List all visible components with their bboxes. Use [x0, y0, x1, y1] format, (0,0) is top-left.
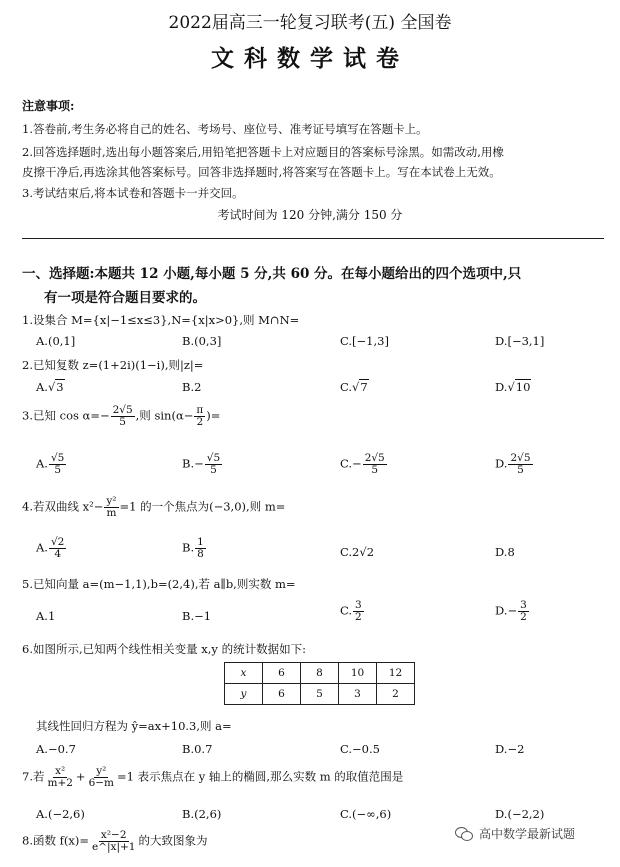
plus-sign: +: [75, 769, 86, 784]
question-1-stem: 1.设集合 M={x|−1≤x≤3},N={x|x>0},则 M∩N=: [22, 313, 300, 327]
fraction: [353, 600, 364, 623]
q4-option-d[interactable]: D.8: [495, 545, 515, 559]
table-cell: y: [225, 684, 263, 705]
q7-option-d[interactable]: D.(−2,2): [495, 807, 545, 821]
numerator: x²: [55, 765, 66, 777]
denominator: 5: [517, 464, 524, 477]
question-3-stem: [22, 405, 220, 428]
option-label: C.: [340, 603, 353, 618]
table-cell: 3: [339, 684, 377, 705]
q4-option-b[interactable]: [182, 537, 207, 560]
watermark: [455, 825, 575, 842]
numerator: √2: [50, 536, 65, 548]
section-heading: 一、选择题:本题共 12 小题,每小题 5 分,共 60 分。在每小题给出的四个选项中,只: [22, 266, 522, 282]
denominator: m+2: [47, 777, 73, 790]
stem-text: 3.已知 cos α=−: [22, 408, 110, 423]
fraction: [45, 766, 74, 789]
q1-option-c[interactable]: C.[−1,3]: [340, 334, 389, 348]
numerator: π: [196, 404, 204, 416]
q6-option-b[interactable]: B.0.7: [182, 742, 213, 756]
denominator: 2: [196, 416, 204, 429]
section-heading-cont: 有一项是符合题目要求的。: [44, 290, 206, 306]
q7-option-b[interactable]: B.(2,6): [182, 807, 222, 821]
question-5-stem: 5.已知向量 a=(m−1,1),b=(2,4),若 a∥b,则实数 m=: [22, 577, 296, 591]
table-cell: 8: [301, 663, 339, 684]
table-cell: 6: [263, 684, 301, 705]
q4-option-c[interactable]: C.2√2: [340, 545, 375, 559]
q1-option-b[interactable]: B.(0,3]: [182, 334, 222, 348]
q1-option-a[interactable]: A.(0,1]: [36, 334, 76, 348]
option-label: D.: [495, 380, 508, 394]
option-label: D.: [495, 456, 508, 471]
stem-text: 的大致图象为: [138, 833, 208, 848]
fraction: [87, 766, 116, 789]
notice-heading: 注意事项:: [22, 99, 75, 113]
fraction: [363, 453, 387, 476]
table-cell: 10: [339, 663, 377, 684]
question-6-stem: 6.如图所示,已知两个线性相关变量 x,y 的统计数据如下:: [22, 642, 306, 656]
denominator: 5: [371, 464, 379, 477]
radicand: 3: [56, 380, 64, 394]
divider: [22, 238, 604, 239]
denominator: e^|x|+1: [91, 841, 136, 854]
paper-title: 文科数学试卷: [211, 45, 409, 72]
q6-option-a[interactable]: A.−0.7: [36, 742, 76, 756]
numerator: y²: [96, 765, 107, 777]
fraction: [90, 830, 138, 853]
question-6-regression: 其线性回归方程为 ŷ=ax+10.3,则 a=: [36, 719, 232, 733]
fraction: [104, 496, 118, 519]
denominator: 2: [520, 611, 527, 624]
radicand: 10: [515, 380, 531, 394]
denominator: 4: [54, 548, 61, 561]
notice-line: 1.答卷前,考生务必将自己的姓名、考场号、座位号、准考证号填写在答题卡上。: [22, 122, 428, 136]
numerator: 2√5: [364, 452, 385, 464]
notice-line: 2.回答选择题时,选出每小题答案后,用铅笔把答题卡上对应题目的答案标号涂黑。如需改动,用橡: [22, 145, 504, 159]
option-label: D.−: [495, 603, 518, 618]
option-label: A.: [36, 540, 48, 555]
watermark-text: 高中数学最新试题: [479, 827, 576, 841]
option-label: A.: [36, 456, 48, 471]
denominator: 6−m: [88, 777, 114, 790]
fraction: [111, 405, 135, 428]
option-label: B.−: [182, 456, 204, 471]
table-row: [225, 684, 415, 705]
q3-option-a[interactable]: [36, 453, 67, 476]
q4-option-a[interactable]: [36, 537, 67, 560]
stem-text: 8.函数 f(x)=: [22, 833, 89, 848]
numerator: 1: [197, 536, 204, 548]
stem-text: =1 表示焦点在 y 轴上的椭圆,那么实数 m 的取值范围是: [117, 769, 404, 784]
option-label: A.: [36, 380, 48, 394]
q6-option-c[interactable]: C.−0.5: [340, 742, 380, 756]
q3-option-c[interactable]: [340, 453, 388, 476]
denominator: 2: [355, 611, 362, 624]
question-7-stem: [22, 766, 403, 789]
q6-option-d[interactable]: D.−2: [495, 742, 525, 756]
exam-time: 考试时间为 120 分钟,满分 150 分: [217, 208, 403, 222]
q5-option-d[interactable]: [495, 600, 530, 623]
stem-text: ,则 sin(α−: [135, 408, 194, 423]
fraction: [49, 453, 66, 476]
q1-option-d[interactable]: D.[−3,1]: [495, 334, 545, 348]
q2-option-b[interactable]: B.2: [182, 380, 202, 394]
numerator: 3: [520, 599, 527, 611]
q5-option-b[interactable]: B.−1: [182, 609, 212, 623]
q2-option-d[interactable]: D.√10: [495, 380, 531, 394]
q3-option-b[interactable]: [182, 453, 223, 476]
table-row: [225, 663, 415, 684]
question-8-stem: [22, 830, 207, 853]
q2-option-a[interactable]: A.√3: [36, 380, 64, 394]
fraction: [194, 405, 205, 428]
numerator: 2√5: [112, 404, 133, 416]
denominator: m: [106, 507, 117, 520]
fraction: [49, 537, 66, 560]
numerator: y²: [106, 495, 117, 507]
stem-text: 4.若双曲线 x²−: [22, 499, 104, 514]
notice-line: 皮擦干净后,再选涂其他答案标号。回答非选择题时,将答案写在答题卡上。写在本试卷上无效。: [22, 165, 501, 179]
exam-title: 2022届高三一轮复习联考(五) 全国卷: [168, 13, 452, 33]
denominator: 5: [210, 464, 217, 477]
numerator: √5: [50, 452, 65, 464]
denominator: 5: [54, 464, 61, 477]
table-cell: 5: [301, 684, 339, 705]
q3-option-d[interactable]: [495, 453, 534, 476]
fraction: [195, 537, 206, 560]
stem-text: 7.若: [22, 769, 45, 784]
notice-line: 3.考试结束后,将本试卷和答题卡一并交回。: [22, 186, 244, 200]
option-label: C.−: [340, 456, 362, 471]
question-2-stem: 2.已知复数 z=(1+2i)(1−i),则|z|=: [22, 358, 204, 372]
table-cell: x: [225, 663, 263, 684]
fraction: [518, 600, 529, 623]
numerator: x²−2: [100, 829, 127, 841]
numerator: 2√5: [510, 452, 531, 464]
q5-option-c[interactable]: [340, 600, 365, 623]
stem-text: )=: [206, 408, 221, 423]
numerator: √5: [206, 452, 221, 464]
radicand: 7: [360, 380, 368, 394]
fraction: [508, 453, 532, 476]
denominator: 5: [119, 416, 126, 429]
wechat-icon: [455, 827, 473, 841]
fraction: [205, 453, 222, 476]
table-cell: 12: [377, 663, 415, 684]
q7-option-c[interactable]: C.(−∞,6): [340, 807, 392, 821]
table-cell: 2: [377, 684, 415, 705]
stem-text: =1 的一个焦点为(−3,0),则 m=: [119, 499, 286, 514]
statistics-table: [224, 662, 415, 705]
question-4-stem: [22, 496, 285, 519]
q7-option-a[interactable]: A.(−2,6): [36, 807, 85, 821]
denominator: 8: [197, 548, 204, 561]
q5-option-a[interactable]: A.1: [36, 609, 56, 623]
option-label: B.: [182, 540, 195, 555]
table-cell: 6: [263, 663, 301, 684]
numerator: 3: [355, 599, 362, 611]
q2-option-c[interactable]: C.√7: [340, 380, 368, 394]
option-label: C.: [340, 380, 353, 394]
